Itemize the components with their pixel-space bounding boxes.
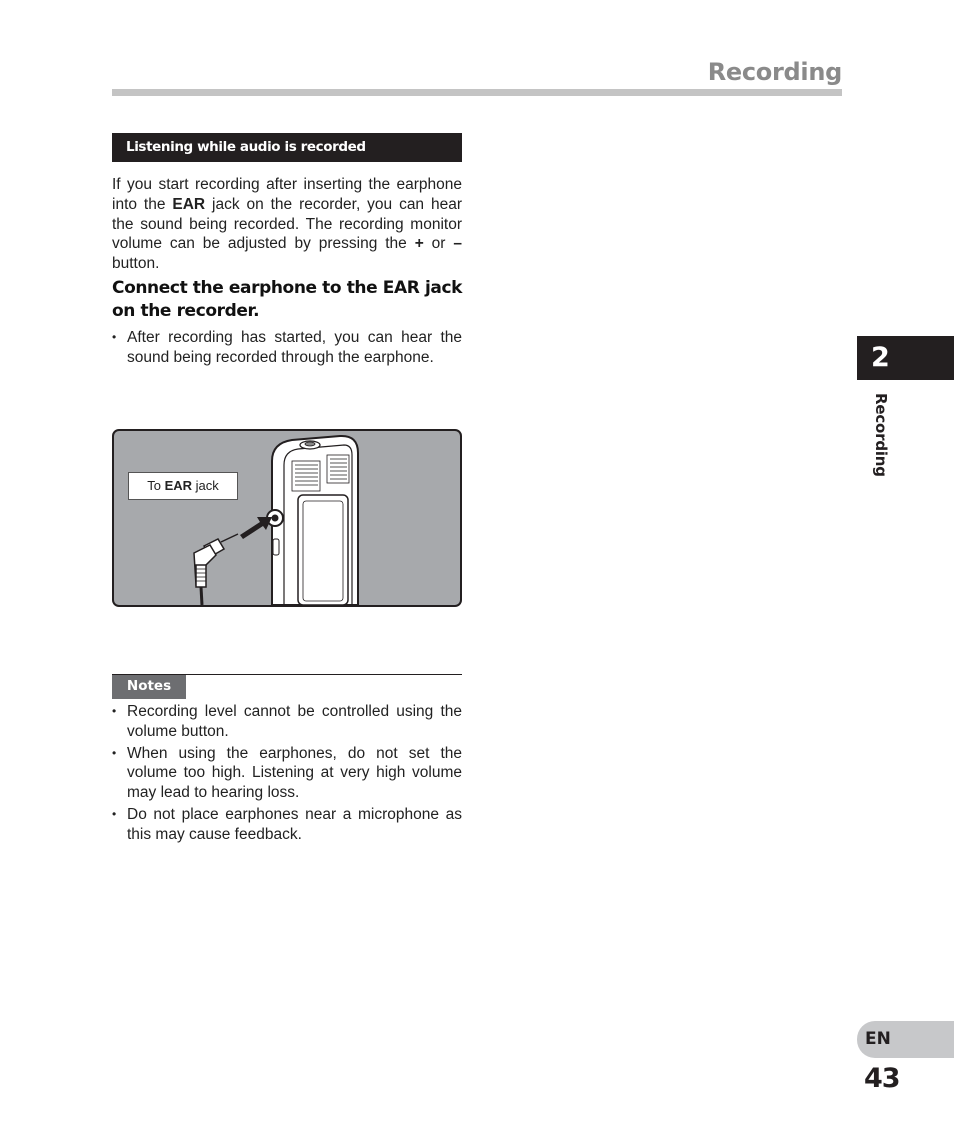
language-tab: EN: [857, 1021, 954, 1058]
chapter-number-tab: 2: [857, 336, 954, 380]
list-item: • After recording has started, you can hear the sound being recorded through the earphone.: [112, 328, 462, 368]
list-item: • Recording level cannot be controlled using the volume button.: [112, 702, 462, 742]
list-item: • When using the earphones, do not set the volume too high. Listening at very high volume may lead to hearing loss.: [112, 744, 462, 803]
section-title: Listening while audio is recorded: [112, 133, 462, 162]
step-heading: Connect the earphone to the EAR jack on the recorder.: [112, 278, 463, 321]
intro-paragraph: If you start recording after inserting the earphone into the EAR jack on the recorder, you can hear the sound being recorded. The recording monitor volume can be adjusted by pressing the + or – button.: [112, 176, 462, 273]
recorder-drawing: [114, 431, 460, 605]
ear-jack-callout: To EAR jack: [128, 472, 238, 500]
earphone-connection-illustration: [112, 429, 462, 607]
notes-list: [112, 702, 462, 847]
header-rule: [112, 89, 842, 96]
step-bullet-list: [112, 328, 462, 370]
page-header-title: Recording: [707, 58, 842, 86]
page-number: 43: [864, 1063, 900, 1094]
notes-label: Notes: [112, 675, 186, 699]
chapter-label: Recording: [872, 393, 890, 477]
list-item: • Do not place earphones near a microphone as this may cause feedback.: [112, 805, 462, 845]
